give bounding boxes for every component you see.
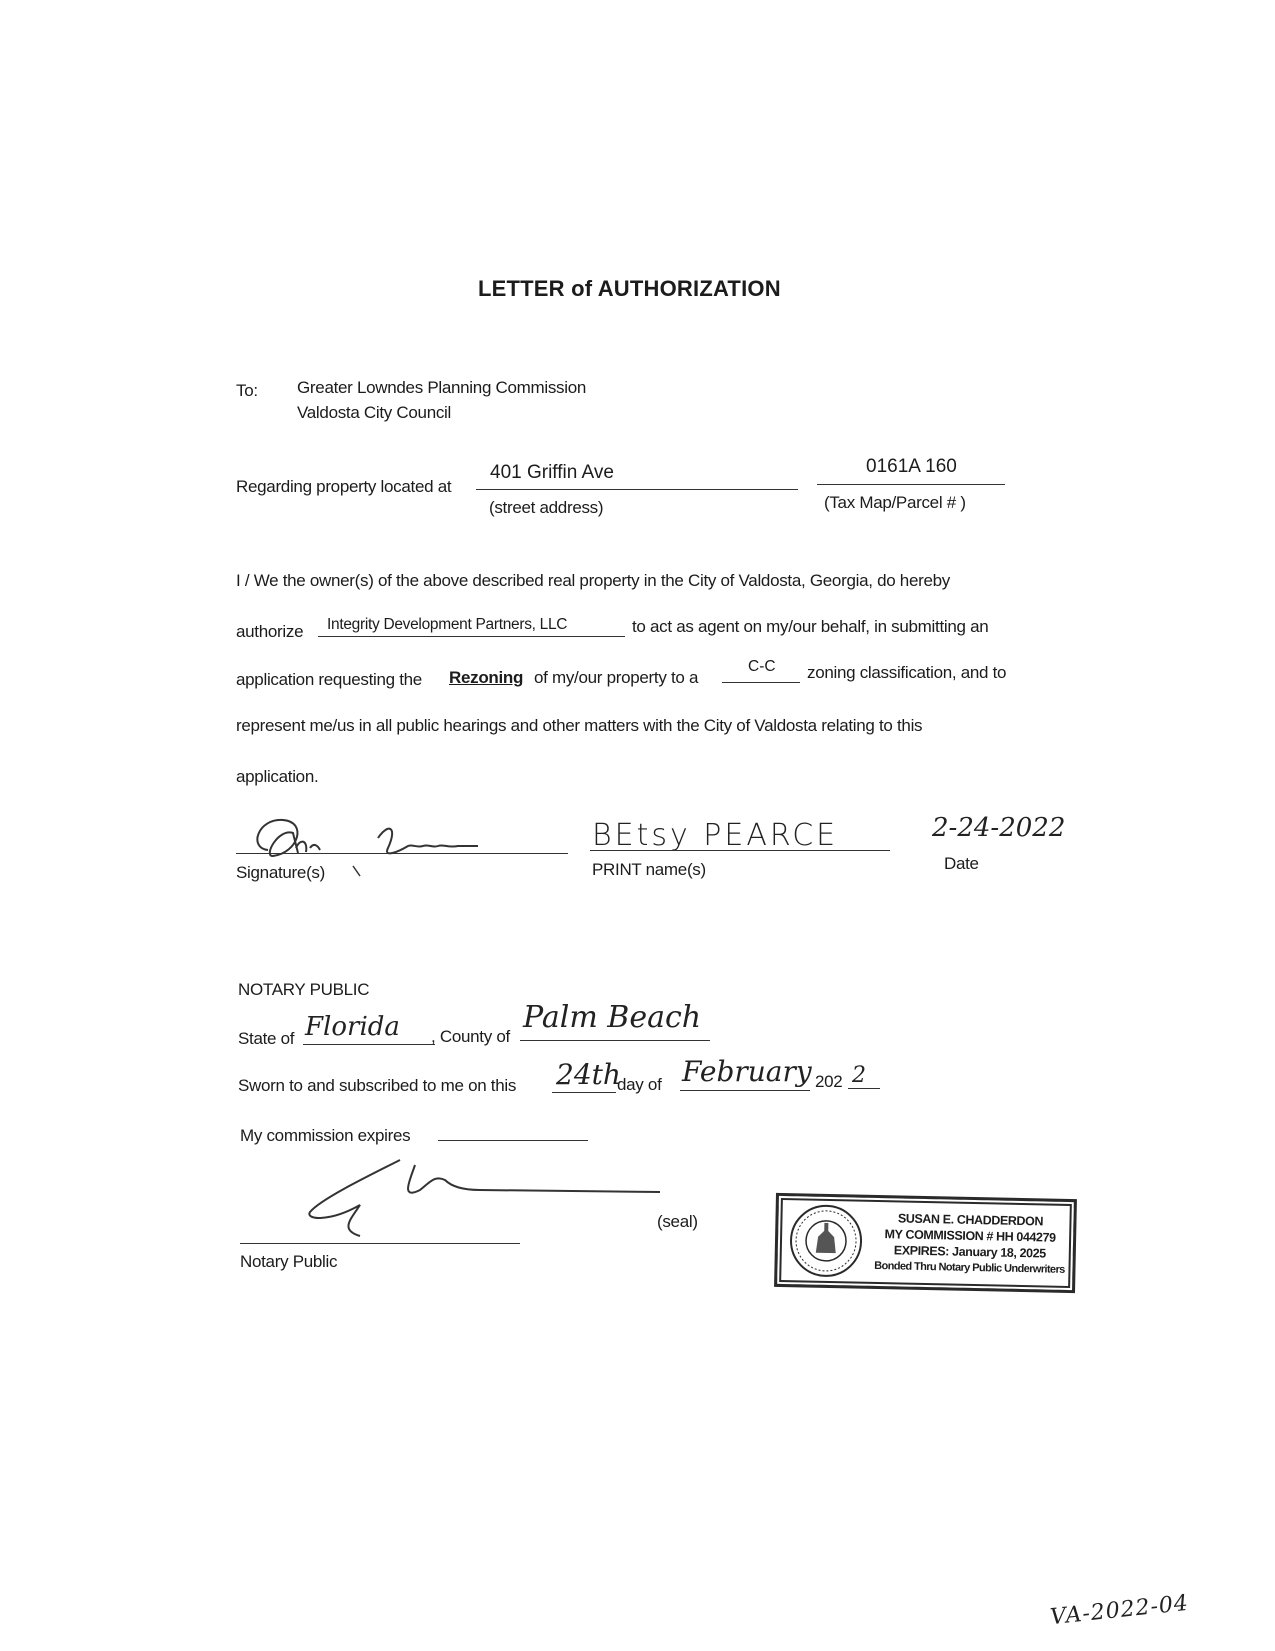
street-address-line — [476, 489, 798, 490]
notary-seal-icon — [787, 1202, 865, 1280]
to-label: To: — [236, 381, 258, 400]
street-address-label: (street address) — [489, 498, 604, 517]
day-line — [552, 1092, 616, 1093]
year-value: 2 — [852, 1063, 866, 1088]
date-label: Date — [944, 854, 979, 873]
parcel-value: 0161A 160 — [866, 456, 957, 477]
agent-line — [318, 636, 625, 637]
seal-label: (seal) — [657, 1212, 698, 1231]
case-number: VA-2022-04 — [1049, 1590, 1191, 1631]
stamp-bonded: Bonded Thru Notary Public Underwriters — [874, 1259, 1065, 1276]
print-name-value: BEtsy PEARCE — [592, 818, 839, 853]
notary-signature-line — [240, 1243, 520, 1244]
county-line — [520, 1040, 710, 1041]
zoning-value: C-C — [748, 658, 776, 675]
county-value: Palm Beach — [523, 1000, 702, 1035]
property-prefix: Regarding property located at — [236, 477, 452, 496]
signature-label: Signature(s) — [236, 863, 325, 882]
month-line — [680, 1090, 810, 1091]
commission-line — [438, 1140, 588, 1141]
sworn-prefix: Sworn to and subscribed to me on this — [238, 1076, 517, 1095]
county-prefix: , County of — [431, 1027, 510, 1046]
state-line — [303, 1044, 435, 1045]
stamp-name: SUSAN E. CHADDERDON — [897, 1211, 1044, 1229]
body-line-1: I / We the owner(s) of the above described real property in the City of Valdosta, Georgia, do hereby — [236, 571, 950, 590]
addressee-line-2: Valdosta City Council — [297, 403, 452, 422]
month-value: February — [682, 1055, 812, 1088]
notary-stamp — [774, 1193, 1077, 1293]
notary-signature-image — [300, 1150, 680, 1240]
year-line — [848, 1088, 880, 1089]
body-line-5: application. — [236, 767, 319, 786]
body-line-4: represent me/us in all public hearings and other matters with the City of Valdosta relating to this — [236, 716, 923, 735]
print-name-line — [590, 850, 890, 851]
authorize-label: authorize — [236, 622, 304, 641]
agent-suffix: to act as agent on my/our behalf, in submitting an — [632, 617, 989, 636]
stamp-text — [869, 1210, 1070, 1278]
request-suffix: zoning classification, and to — [807, 663, 1007, 682]
state-prefix: State of — [238, 1029, 295, 1048]
stamp-expires: EXPIRES: January 18, 2025 — [893, 1243, 1046, 1261]
commission-label: My commission expires — [240, 1126, 411, 1145]
date-value: 2-24-2022 — [932, 813, 1066, 843]
day-value: 24th — [556, 1058, 621, 1091]
page-title: LETTER of AUTHORIZATION — [478, 276, 781, 301]
request-prefix: application requesting the — [236, 670, 422, 689]
request-type: Rezoning — [449, 668, 524, 687]
notary-public-label: Notary Public — [240, 1252, 338, 1271]
parcel-line — [817, 484, 1005, 485]
state-value: Florida — [305, 1012, 400, 1042]
zoning-line — [722, 682, 800, 683]
request-mid: of my/our property to a — [534, 668, 699, 687]
street-address-value: 401 Griffin Ave — [490, 462, 614, 483]
day-label: day of — [617, 1075, 662, 1094]
notary-heading: NOTARY PUBLIC — [238, 980, 370, 999]
signature-line — [236, 853, 568, 854]
year-prefix: 202 — [815, 1072, 843, 1091]
parcel-label: (Tax Map/Parcel # ) — [824, 493, 966, 512]
stamp-commission: MY COMMISSION # HH 044279 — [884, 1227, 1056, 1245]
agent-name: Integrity Development Partners, LLC — [327, 616, 568, 633]
addressee-line-1: Greater Lowndes Planning Commission — [297, 378, 587, 397]
print-name-label: PRINT name(s) — [592, 860, 706, 879]
